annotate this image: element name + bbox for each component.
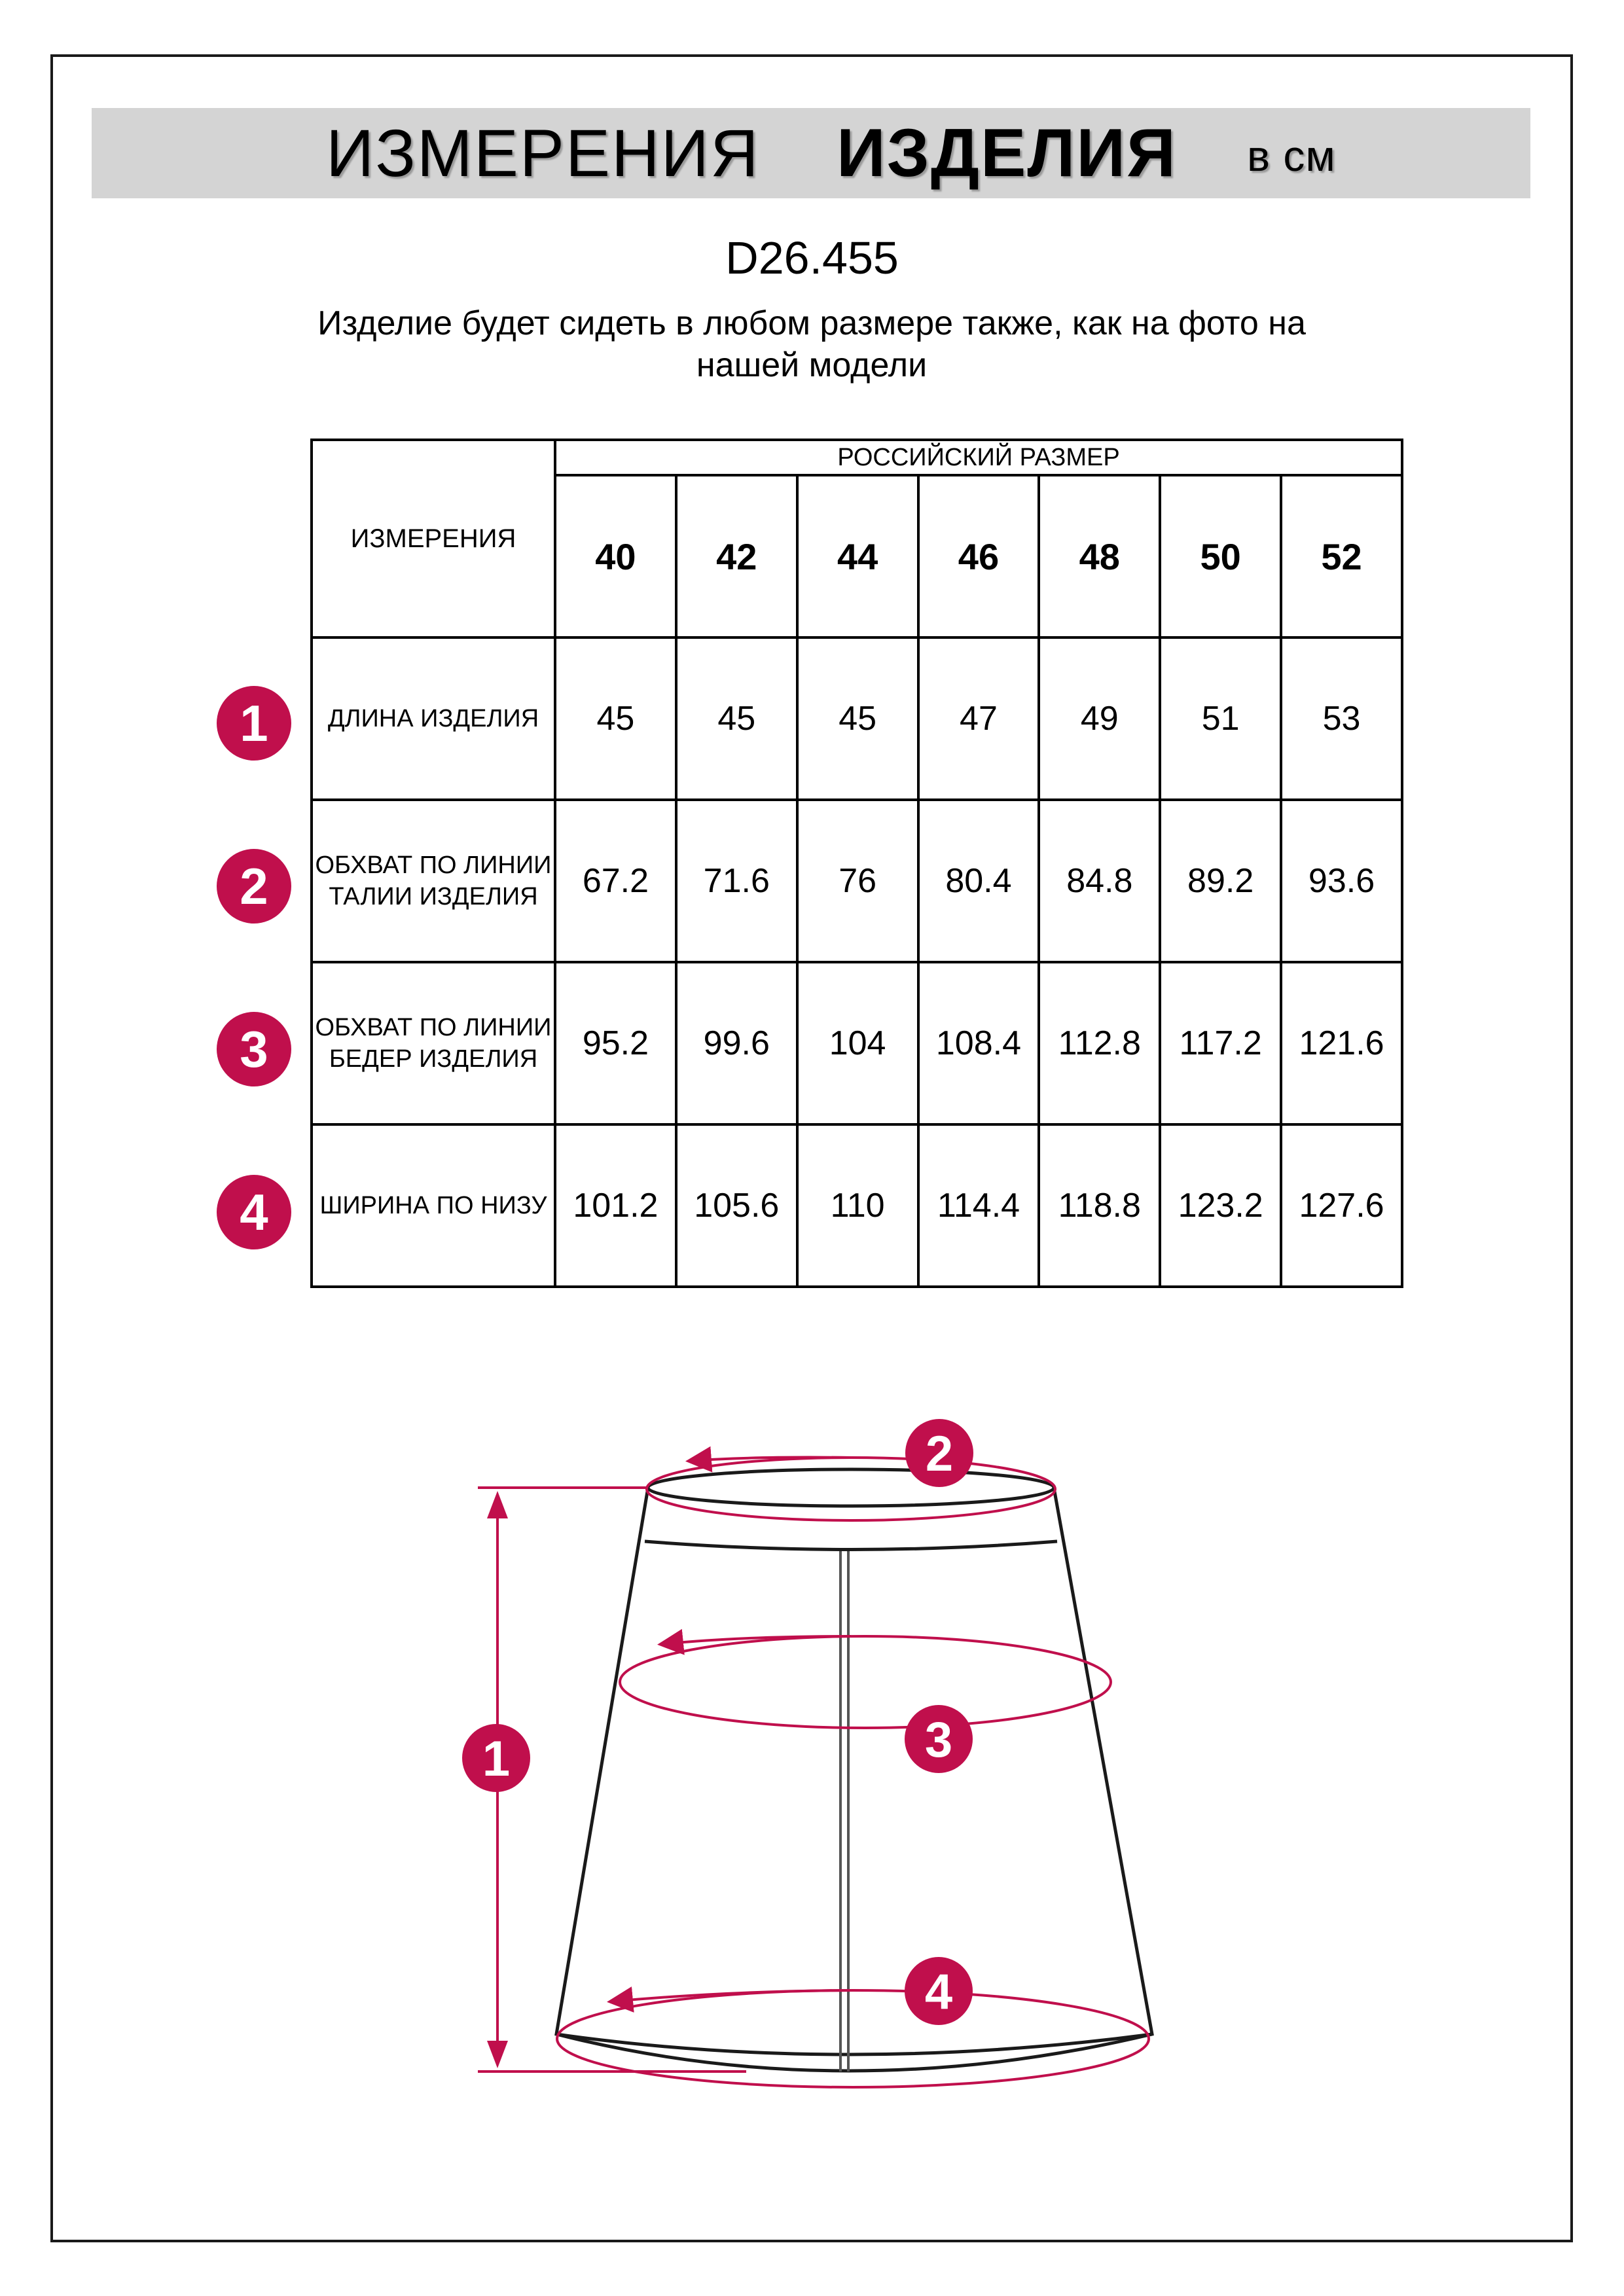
table-cell: 108.4 bbox=[918, 962, 1039, 1124]
skirt-outline bbox=[556, 1469, 1152, 2071]
row-label: ДЛИНА ИЗДЕЛИЯ bbox=[312, 637, 555, 800]
table-cell: 80.4 bbox=[918, 800, 1039, 962]
title-product: ИЗДЕЛИЯ bbox=[837, 115, 1177, 191]
table-cell: 45 bbox=[797, 637, 918, 800]
size-50: 50 bbox=[1160, 475, 1281, 637]
diagram-badge-3 bbox=[905, 1705, 973, 1773]
size-48: 48 bbox=[1039, 475, 1160, 637]
table-cell: 104 bbox=[797, 962, 918, 1124]
waist-ellipse bbox=[647, 1458, 1055, 1520]
size-40: 40 bbox=[555, 475, 676, 637]
row-badge-2: 2 bbox=[217, 849, 291, 924]
table-cell: 49 bbox=[1039, 637, 1160, 800]
table-cell: 118.8 bbox=[1039, 1124, 1160, 1287]
title-measurements: ИЗМЕРЕНИЯ bbox=[326, 116, 760, 190]
table-cell: 112.8 bbox=[1039, 962, 1160, 1124]
table-cell: 117.2 bbox=[1160, 962, 1281, 1124]
table-cell: 110 bbox=[797, 1124, 918, 1287]
table-cell: 105.6 bbox=[676, 1124, 797, 1287]
row-label: ОБХВАТ ПО ЛИНИИ ТАЛИИ ИЗДЕЛИЯ bbox=[312, 800, 555, 962]
table-cell: 51 bbox=[1160, 637, 1281, 800]
diagram-badge-2-label: 2 bbox=[925, 1426, 954, 1482]
table-cell: 121.6 bbox=[1281, 962, 1402, 1124]
table-cell: 123.2 bbox=[1160, 1124, 1281, 1287]
hem-ellipse bbox=[557, 1990, 1149, 2087]
measurements-header: ИЗМЕРЕНИЯ bbox=[312, 440, 555, 637]
size-46: 46 bbox=[918, 475, 1039, 637]
row-badge-1: 1 bbox=[217, 686, 291, 761]
table-cell: 99.6 bbox=[676, 962, 797, 1124]
table-cell: 45 bbox=[676, 637, 797, 800]
diagram-badge-2 bbox=[905, 1419, 973, 1487]
table-cell: 45 bbox=[555, 637, 676, 800]
fit-note: Изделие будет сидеть в любом размере также, как на фото на нашей модели bbox=[317, 304, 1306, 384]
diagram-badge-1 bbox=[462, 1724, 530, 1792]
table-cell: 127.6 bbox=[1281, 1124, 1402, 1287]
table-cell: 84.8 bbox=[1039, 800, 1160, 962]
row-label: ОБХВАТ ПО ЛИНИИ БЕДЕР ИЗДЕЛИЯ bbox=[312, 962, 555, 1124]
length-arrow-bottom bbox=[487, 2041, 508, 2068]
diagram-badge-3-label: 3 bbox=[924, 1712, 953, 1768]
table-cell: 93.6 bbox=[1281, 800, 1402, 962]
size-52: 52 bbox=[1281, 475, 1402, 637]
size-44: 44 bbox=[797, 475, 918, 637]
title-unit: в см bbox=[1247, 132, 1336, 180]
length-arrow-top bbox=[487, 1491, 508, 1518]
table-cell: 76 bbox=[797, 800, 918, 962]
table-cell: 67.2 bbox=[555, 800, 676, 962]
diagram-badge-4-label: 4 bbox=[924, 1964, 953, 2020]
diagram-badge-4 bbox=[905, 1957, 973, 2025]
center-seam bbox=[840, 1551, 848, 2072]
table-cell: 114.4 bbox=[918, 1124, 1039, 1287]
size-header: РОССИЙСКИЙ РАЗМЕР bbox=[555, 440, 1402, 475]
table-cell: 89.2 bbox=[1160, 800, 1281, 962]
size-42: 42 bbox=[676, 475, 797, 637]
diagram-badge-1-label: 1 bbox=[482, 1731, 511, 1787]
row-badge-4: 4 bbox=[217, 1175, 291, 1249]
hip-ellipse bbox=[620, 1636, 1111, 1728]
row-badge-3: 3 bbox=[217, 1012, 291, 1086]
table-cell: 101.2 bbox=[555, 1124, 676, 1287]
table-cell: 53 bbox=[1281, 637, 1402, 800]
table-cell: 47 bbox=[918, 637, 1039, 800]
table-cell: 95.2 bbox=[555, 962, 676, 1124]
table-cell: 71.6 bbox=[676, 800, 797, 962]
row-label: ШИРИНА ПО НИЗУ bbox=[312, 1124, 555, 1287]
article-number: D26.455 bbox=[725, 232, 899, 283]
